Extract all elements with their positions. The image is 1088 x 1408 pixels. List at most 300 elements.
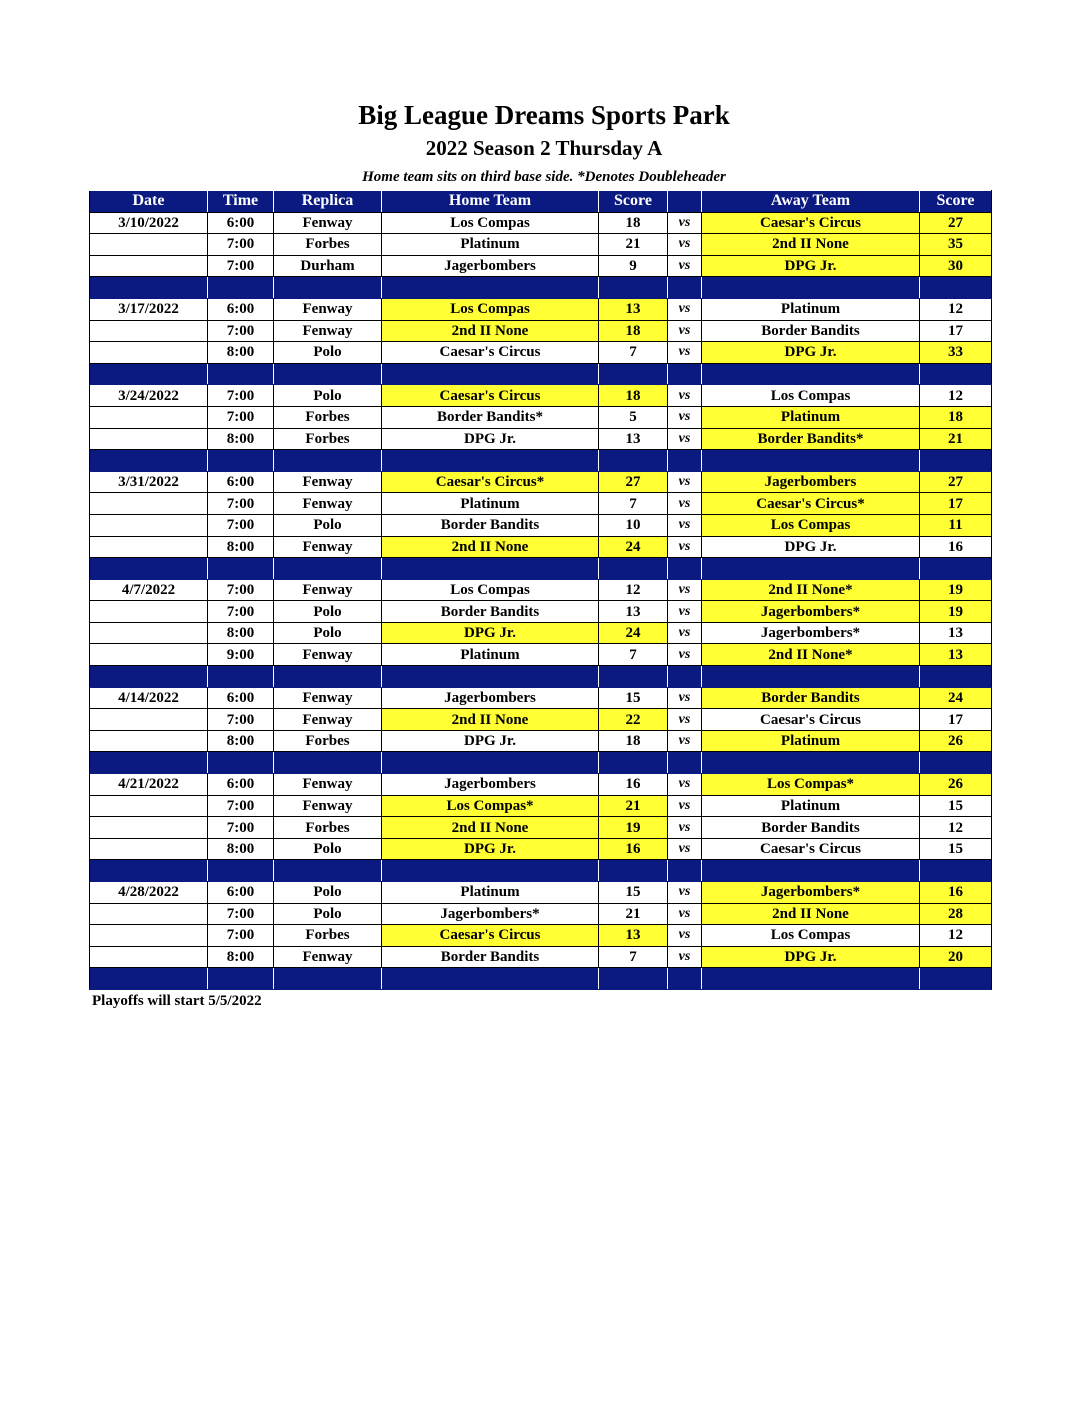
cell-replica-field: Fenway xyxy=(274,320,382,342)
cell-away-team: Border Bandits xyxy=(702,817,920,839)
week-separator-row xyxy=(90,666,992,688)
table-row xyxy=(90,255,992,277)
cell-home-score: 18 xyxy=(599,212,668,234)
cell-vs: vs xyxy=(668,622,702,644)
separator-cell xyxy=(599,277,668,299)
separator-cell xyxy=(90,277,208,299)
separator-cell xyxy=(920,666,992,688)
separator-cell xyxy=(90,752,208,774)
separator-cell xyxy=(920,752,992,774)
cell-home-team: Caesar's Circus xyxy=(382,385,599,407)
separator-cell xyxy=(274,450,382,472)
cell-time: 6:00 xyxy=(208,471,274,493)
cell-home-team: Border Bandits xyxy=(382,946,599,968)
cell-home-team: 2nd II None xyxy=(382,320,599,342)
separator-cell xyxy=(274,860,382,882)
cell-vs: vs xyxy=(668,925,702,947)
schedule-note: Home team sits on third base side. *Denotes Doubleheader xyxy=(362,169,726,185)
cell-home-score: 5 xyxy=(599,406,668,428)
cell-away-score: 19 xyxy=(920,579,992,601)
separator-cell xyxy=(90,450,208,472)
cell-home-score: 7 xyxy=(599,644,668,666)
table-row xyxy=(90,493,992,515)
cell-replica-field: Forbes xyxy=(274,925,382,947)
cell-away-score: 11 xyxy=(920,514,992,536)
cell-time: 7:00 xyxy=(208,320,274,342)
cell-vs: vs xyxy=(668,536,702,558)
cell-home-team: Jagerbombers* xyxy=(382,903,599,925)
table-row xyxy=(90,514,992,536)
cell-home-team: Jagerbombers xyxy=(382,687,599,709)
separator-cell xyxy=(382,558,599,580)
cell-vs: vs xyxy=(668,730,702,752)
cell-time: 7:00 xyxy=(208,601,274,623)
cell-away-score: 27 xyxy=(920,212,992,234)
cell-replica-field: Fenway xyxy=(274,579,382,601)
separator-cell xyxy=(599,558,668,580)
cell-date xyxy=(90,644,208,666)
separator-cell xyxy=(274,666,382,688)
cell-away-score: 21 xyxy=(920,428,992,450)
cell-home-score: 24 xyxy=(599,536,668,558)
cell-away-score: 16 xyxy=(920,882,992,904)
cell-time: 8:00 xyxy=(208,428,274,450)
cell-vs: vs xyxy=(668,298,702,320)
cell-time: 6:00 xyxy=(208,882,274,904)
cell-replica-field: Polo xyxy=(274,514,382,536)
cell-home-score: 15 xyxy=(599,882,668,904)
cell-date xyxy=(90,903,208,925)
cell-replica-field: Polo xyxy=(274,601,382,623)
schedule-body xyxy=(90,212,992,989)
cell-away-score: 26 xyxy=(920,730,992,752)
cell-home-team: Los Compas xyxy=(382,579,599,601)
cell-away-team: Platinum xyxy=(702,795,920,817)
cell-replica-field: Durham xyxy=(274,255,382,277)
cell-vs: vs xyxy=(668,320,702,342)
cell-vs: vs xyxy=(668,687,702,709)
cell-away-score: 35 xyxy=(920,234,992,256)
separator-cell xyxy=(208,558,274,580)
cell-home-score: 7 xyxy=(599,493,668,515)
week-separator-row xyxy=(90,277,992,299)
table-row xyxy=(90,406,992,428)
cell-vs: vs xyxy=(668,234,702,256)
cell-away-team: Jagerbombers* xyxy=(702,601,920,623)
week-separator-row xyxy=(90,752,992,774)
cell-away-score: 17 xyxy=(920,320,992,342)
separator-cell xyxy=(668,363,702,385)
separator-cell xyxy=(382,752,599,774)
cell-home-team: Platinum xyxy=(382,234,599,256)
week-separator-row xyxy=(90,450,992,472)
cell-away-team: Platinum xyxy=(702,406,920,428)
cell-replica-field: Forbes xyxy=(274,817,382,839)
cell-home-score: 21 xyxy=(599,903,668,925)
cell-time: 7:00 xyxy=(208,709,274,731)
table-row xyxy=(90,536,992,558)
cell-home-score: 7 xyxy=(599,342,668,364)
separator-cell xyxy=(274,277,382,299)
playoffs-note: Playoffs will start 5/5/2022 xyxy=(92,993,262,1009)
separator-cell xyxy=(208,752,274,774)
cell-home-score: 24 xyxy=(599,622,668,644)
cell-home-team: Border Bandits* xyxy=(382,406,599,428)
cell-home-team: Platinum xyxy=(382,644,599,666)
cell-away-team: Border Bandits* xyxy=(702,428,920,450)
cell-replica-field: Forbes xyxy=(274,428,382,450)
separator-cell xyxy=(274,968,382,990)
separator-cell xyxy=(668,860,702,882)
cell-away-team: 2nd II None* xyxy=(702,579,920,601)
cell-home-team: Platinum xyxy=(382,882,599,904)
cell-replica-field: Fenway xyxy=(274,687,382,709)
table-row xyxy=(90,385,992,407)
cell-home-team: Platinum xyxy=(382,493,599,515)
cell-away-score: 12 xyxy=(920,385,992,407)
cell-date xyxy=(90,946,208,968)
separator-cell xyxy=(208,968,274,990)
cell-vs: vs xyxy=(668,644,702,666)
cell-replica-field: Polo xyxy=(274,903,382,925)
separator-cell xyxy=(382,860,599,882)
separator-cell xyxy=(599,363,668,385)
cell-away-score: 17 xyxy=(920,709,992,731)
cell-time: 6:00 xyxy=(208,212,274,234)
cell-time: 7:00 xyxy=(208,903,274,925)
col-header-vs xyxy=(668,191,702,213)
cell-replica-field: Fenway xyxy=(274,212,382,234)
cell-date xyxy=(90,320,208,342)
cell-away-team: Caesar's Circus xyxy=(702,838,920,860)
cell-away-score: 24 xyxy=(920,687,992,709)
separator-cell xyxy=(274,363,382,385)
cell-date: 3/10/2022 xyxy=(90,212,208,234)
cell-time: 7:00 xyxy=(208,579,274,601)
cell-home-score: 7 xyxy=(599,946,668,968)
cell-away-team: Border Bandits xyxy=(702,687,920,709)
separator-cell xyxy=(599,666,668,688)
page-subtitle: 2022 Season 2 Thursday A xyxy=(425,136,663,160)
separator-cell xyxy=(920,450,992,472)
cell-date: 4/21/2022 xyxy=(90,774,208,796)
table-row xyxy=(90,579,992,601)
table-row xyxy=(90,644,992,666)
cell-time: 6:00 xyxy=(208,298,274,320)
cell-vs: vs xyxy=(668,903,702,925)
cell-home-score: 18 xyxy=(599,320,668,342)
separator-cell xyxy=(599,968,668,990)
cell-home-score: 21 xyxy=(599,795,668,817)
cell-home-score: 15 xyxy=(599,687,668,709)
cell-vs: vs xyxy=(668,817,702,839)
cell-time: 7:00 xyxy=(208,406,274,428)
col-header-home-team: Home Team xyxy=(382,191,599,213)
cell-vs: vs xyxy=(668,579,702,601)
separator-cell xyxy=(599,860,668,882)
cell-date: 4/7/2022 xyxy=(90,579,208,601)
table-row xyxy=(90,817,992,839)
table-row xyxy=(90,795,992,817)
cell-away-team: DPG Jr. xyxy=(702,536,920,558)
cell-home-score: 13 xyxy=(599,298,668,320)
cell-vs: vs xyxy=(668,514,702,536)
cell-replica-field: Fenway xyxy=(274,644,382,666)
cell-replica-field: Forbes xyxy=(274,406,382,428)
cell-time: 9:00 xyxy=(208,644,274,666)
separator-cell xyxy=(274,752,382,774)
cell-home-score: 13 xyxy=(599,925,668,947)
cell-away-team: Los Compas* xyxy=(702,774,920,796)
week-separator-row xyxy=(90,558,992,580)
cell-away-score: 27 xyxy=(920,471,992,493)
cell-away-score: 12 xyxy=(920,298,992,320)
cell-vs: vs xyxy=(668,471,702,493)
week-separator-row xyxy=(90,363,992,385)
cell-home-team: 2nd II None xyxy=(382,709,599,731)
cell-away-team: Caesar's Circus* xyxy=(702,493,920,515)
separator-cell xyxy=(382,277,599,299)
separator-cell xyxy=(702,363,920,385)
cell-vs: vs xyxy=(668,385,702,407)
separator-cell xyxy=(668,752,702,774)
cell-replica-field: Fenway xyxy=(274,471,382,493)
table-row xyxy=(90,601,992,623)
table-row xyxy=(90,838,992,860)
cell-date: 3/17/2022 xyxy=(90,298,208,320)
cell-replica-field: Fenway xyxy=(274,298,382,320)
cell-vs: vs xyxy=(668,428,702,450)
cell-time: 8:00 xyxy=(208,342,274,364)
cell-vs: vs xyxy=(668,212,702,234)
cell-home-team: 2nd II None xyxy=(382,817,599,839)
table-row xyxy=(90,320,992,342)
cell-date xyxy=(90,536,208,558)
cell-date xyxy=(90,428,208,450)
cell-away-score: 28 xyxy=(920,903,992,925)
cell-date: 4/14/2022 xyxy=(90,687,208,709)
separator-cell xyxy=(208,450,274,472)
cell-replica-field: Polo xyxy=(274,385,382,407)
table-row xyxy=(90,212,992,234)
cell-home-score: 13 xyxy=(599,601,668,623)
cell-home-score: 21 xyxy=(599,234,668,256)
table-row xyxy=(90,622,992,644)
separator-cell xyxy=(920,860,992,882)
cell-vs: vs xyxy=(668,838,702,860)
cell-date xyxy=(90,817,208,839)
cell-date xyxy=(90,255,208,277)
table-row xyxy=(90,882,992,904)
cell-date: 3/24/2022 xyxy=(90,385,208,407)
cell-time: 7:00 xyxy=(208,925,274,947)
cell-vs: vs xyxy=(668,493,702,515)
cell-away-score: 26 xyxy=(920,774,992,796)
cell-away-team: 2nd II None* xyxy=(702,644,920,666)
cell-vs: vs xyxy=(668,342,702,364)
separator-cell xyxy=(920,277,992,299)
cell-away-score: 18 xyxy=(920,406,992,428)
separator-cell xyxy=(382,450,599,472)
cell-time: 8:00 xyxy=(208,730,274,752)
cell-away-score: 13 xyxy=(920,622,992,644)
cell-time: 7:00 xyxy=(208,817,274,839)
cell-away-score: 17 xyxy=(920,493,992,515)
cell-home-team: DPG Jr. xyxy=(382,838,599,860)
col-header-time: Time xyxy=(208,191,274,213)
table-row xyxy=(90,471,992,493)
cell-date xyxy=(90,406,208,428)
cell-away-team: 2nd II None xyxy=(702,903,920,925)
cell-replica-field: Fenway xyxy=(274,493,382,515)
table-row xyxy=(90,946,992,968)
cell-away-team: Los Compas xyxy=(702,925,920,947)
separator-cell xyxy=(90,558,208,580)
cell-away-team: Los Compas xyxy=(702,385,920,407)
cell-away-score: 19 xyxy=(920,601,992,623)
separator-cell xyxy=(702,752,920,774)
separator-cell xyxy=(702,277,920,299)
cell-home-score: 10 xyxy=(599,514,668,536)
cell-home-team: Border Bandits xyxy=(382,601,599,623)
cell-away-team: Los Compas xyxy=(702,514,920,536)
separator-cell xyxy=(920,363,992,385)
cell-vs: vs xyxy=(668,601,702,623)
table-row xyxy=(90,925,992,947)
separator-cell xyxy=(668,277,702,299)
table-row xyxy=(90,903,992,925)
cell-replica-field: Polo xyxy=(274,342,382,364)
separator-cell xyxy=(90,363,208,385)
cell-away-team: Caesar's Circus xyxy=(702,212,920,234)
separator-cell xyxy=(90,968,208,990)
cell-away-score: 20 xyxy=(920,946,992,968)
cell-time: 7:00 xyxy=(208,255,274,277)
cell-time: 7:00 xyxy=(208,795,274,817)
cell-away-team: Jagerbombers* xyxy=(702,882,920,904)
cell-home-score: 16 xyxy=(599,774,668,796)
separator-cell xyxy=(702,860,920,882)
week-separator-row xyxy=(90,968,992,990)
separator-cell xyxy=(668,558,702,580)
separator-cell xyxy=(702,968,920,990)
cell-away-team: Platinum xyxy=(702,730,920,752)
cell-home-team: Caesar's Circus* xyxy=(382,471,599,493)
cell-time: 8:00 xyxy=(208,838,274,860)
cell-time: 6:00 xyxy=(208,774,274,796)
cell-home-team: Jagerbombers xyxy=(382,774,599,796)
cell-home-score: 12 xyxy=(599,579,668,601)
col-header-replica: Replica xyxy=(274,191,382,213)
separator-cell xyxy=(668,450,702,472)
cell-home-score: 19 xyxy=(599,817,668,839)
cell-replica-field: Fenway xyxy=(274,774,382,796)
table-row xyxy=(90,687,992,709)
cell-replica-field: Polo xyxy=(274,622,382,644)
separator-cell xyxy=(382,666,599,688)
separator-cell xyxy=(208,860,274,882)
separator-cell xyxy=(599,752,668,774)
separator-cell xyxy=(702,666,920,688)
cell-time: 7:00 xyxy=(208,234,274,256)
separator-cell xyxy=(90,860,208,882)
cell-away-team: Caesar's Circus xyxy=(702,709,920,731)
cell-home-team: Los Compas* xyxy=(382,795,599,817)
cell-replica-field: Fenway xyxy=(274,795,382,817)
cell-away-score: 15 xyxy=(920,838,992,860)
schedule-table xyxy=(89,190,992,990)
separator-cell xyxy=(382,363,599,385)
cell-date xyxy=(90,709,208,731)
cell-replica-field: Fenway xyxy=(274,946,382,968)
cell-replica-field: Fenway xyxy=(274,536,382,558)
cell-home-team: DPG Jr. xyxy=(382,428,599,450)
cell-date: 4/28/2022 xyxy=(90,882,208,904)
cell-date xyxy=(90,925,208,947)
table-row xyxy=(90,730,992,752)
cell-vs: vs xyxy=(668,406,702,428)
cell-away-score: 13 xyxy=(920,644,992,666)
col-header-home-score: Score xyxy=(599,191,668,213)
table-row xyxy=(90,709,992,731)
table-header-row xyxy=(90,191,992,213)
cell-time: 7:00 xyxy=(208,514,274,536)
cell-vs: vs xyxy=(668,946,702,968)
cell-away-team: Jagerbombers xyxy=(702,471,920,493)
cell-home-team: DPG Jr. xyxy=(382,622,599,644)
separator-cell xyxy=(920,968,992,990)
cell-date xyxy=(90,342,208,364)
cell-away-team: DPG Jr. xyxy=(702,946,920,968)
separator-cell xyxy=(668,666,702,688)
separator-cell xyxy=(208,363,274,385)
cell-home-score: 22 xyxy=(599,709,668,731)
cell-replica-field: Polo xyxy=(274,838,382,860)
cell-away-score: 15 xyxy=(920,795,992,817)
separator-cell xyxy=(382,968,599,990)
cell-vs: vs xyxy=(668,709,702,731)
cell-home-team: Los Compas xyxy=(382,298,599,320)
cell-time: 8:00 xyxy=(208,536,274,558)
cell-away-score: 33 xyxy=(920,342,992,364)
week-separator-row xyxy=(90,860,992,882)
col-header-away-score: Score xyxy=(920,191,992,213)
separator-cell xyxy=(702,450,920,472)
cell-away-team: DPG Jr. xyxy=(702,255,920,277)
separator-cell xyxy=(274,558,382,580)
cell-home-team: Caesar's Circus xyxy=(382,925,599,947)
cell-home-score: 27 xyxy=(599,471,668,493)
cell-time: 8:00 xyxy=(208,622,274,644)
cell-time: 7:00 xyxy=(208,385,274,407)
cell-time: 8:00 xyxy=(208,946,274,968)
cell-replica-field: Polo xyxy=(274,882,382,904)
table-row xyxy=(90,428,992,450)
separator-cell xyxy=(208,277,274,299)
col-header-away-team: Away Team xyxy=(702,191,920,213)
cell-away-score: 12 xyxy=(920,817,992,839)
cell-home-team: Caesar's Circus xyxy=(382,342,599,364)
cell-date: 3/31/2022 xyxy=(90,471,208,493)
separator-cell xyxy=(208,666,274,688)
table-row xyxy=(90,298,992,320)
cell-vs: vs xyxy=(668,774,702,796)
cell-time: 6:00 xyxy=(208,687,274,709)
separator-cell xyxy=(920,558,992,580)
cell-away-team: 2nd II None xyxy=(702,234,920,256)
cell-home-score: 16 xyxy=(599,838,668,860)
cell-replica-field: Fenway xyxy=(274,709,382,731)
